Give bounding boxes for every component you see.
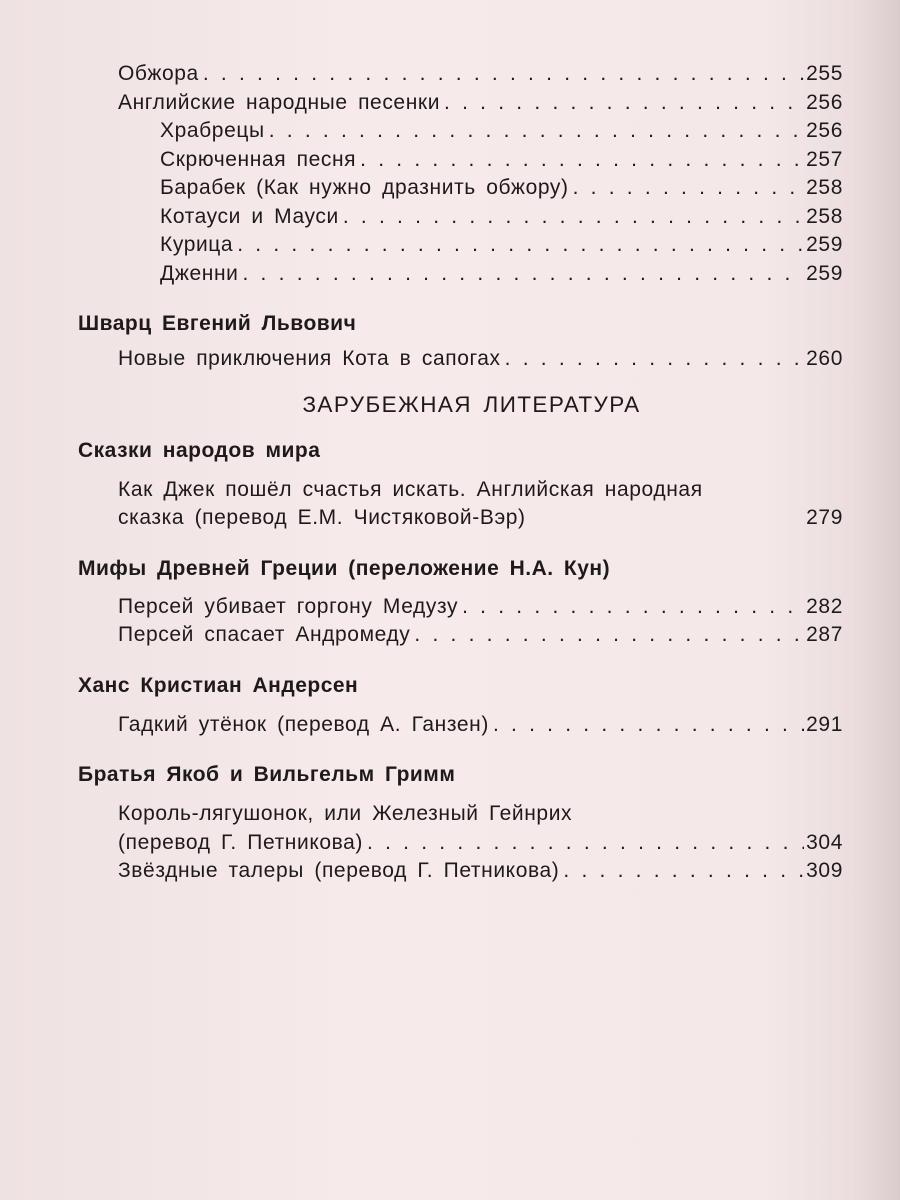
- author-heading: Сказки народов мира: [78, 438, 321, 462]
- toc-entry[interactable]: [78, 345, 843, 374]
- toc-entry-page: 259: [806, 233, 843, 256]
- toc-entry-title: Звёздные талеры (перевод Г. Петникова): [118, 859, 560, 882]
- dot-leader: [505, 345, 805, 374]
- dot-leader: [242, 260, 804, 289]
- toc-subentry[interactable]: [78, 231, 843, 260]
- toc-entry-page: 259: [806, 261, 843, 285]
- toc-entry-page: 287: [806, 623, 843, 646]
- toc-entry[interactable]: [78, 89, 843, 118]
- toc-entry[interactable]: [78, 621, 843, 650]
- toc-entry-title: Дженни: [160, 261, 239, 285]
- dot-leader: [462, 593, 804, 622]
- table-of-contents: [78, 60, 843, 886]
- toc-subentry[interactable]: [78, 146, 843, 175]
- toc-entry[interactable]: [78, 593, 843, 622]
- toc-entry-title: Котауси и Мауси: [160, 204, 339, 228]
- dot-leader: [360, 146, 804, 175]
- toc-entry-title: (перевод Г. Петникова): [118, 830, 364, 854]
- toc-entry-title: Обжора: [118, 62, 199, 85]
- dot-leader: [573, 174, 805, 203]
- dot-leader: [343, 203, 804, 232]
- dot-leader: [493, 711, 804, 740]
- toc-subentry[interactable]: [78, 203, 843, 232]
- toc-entry-page: 255: [806, 62, 843, 85]
- toc-entry-title: Барабек (Как нужно дразнить обжору): [160, 176, 569, 199]
- toc-entry-title: Английские народные песенки: [118, 90, 441, 114]
- author-heading: Ханс Кристиан Андерсен: [78, 673, 359, 697]
- toc-entry-title: Персей убивает горгону Медузу: [118, 594, 459, 618]
- toc-entry[interactable]: [78, 711, 843, 740]
- toc-entry-title: Храбрецы: [160, 119, 265, 142]
- toc-entry[interactable]: [78, 504, 843, 533]
- toc-entry-title-line1[interactable]: Как Джек пошёл счастья искать. Английская народная: [118, 477, 703, 501]
- author-heading: Братья Якоб и Вильгельм Гримм: [78, 763, 456, 786]
- toc-entry-page: 258: [806, 176, 843, 199]
- dot-leader: [203, 60, 804, 89]
- toc-entry-title: Курица: [160, 233, 234, 256]
- author-heading: Мифы Древней Греции (переложение Н.А. Кун): [78, 556, 611, 580]
- toc-entry-title: Персей спасает Андромеду: [118, 623, 411, 646]
- page-edge-shadow: [852, 0, 900, 1200]
- toc-entry-page: 282: [806, 594, 843, 618]
- toc-entry-page: 291: [806, 712, 843, 736]
- toc-subentry[interactable]: [78, 174, 843, 203]
- toc-subentry[interactable]: [78, 117, 843, 146]
- toc-entry[interactable]: [78, 829, 843, 858]
- section-title: ЗАРУБЕЖНАЯ ЛИТЕРАТУРА: [302, 391, 641, 417]
- toc-entry-title: Гадкий утёнок (перевод А. Ганзен): [118, 712, 489, 736]
- dot-leader: [444, 89, 804, 118]
- toc-entry-page: 256: [806, 90, 843, 114]
- toc-entry[interactable]: [78, 857, 843, 886]
- author-heading: Шварц Евгений Львович: [78, 312, 357, 335]
- toc-entry-page: 256: [806, 119, 843, 142]
- dot-leader: [367, 829, 804, 858]
- toc-entry-page: 260: [806, 347, 843, 370]
- toc-entry-page: 309: [806, 859, 843, 882]
- toc-entry-title-line1[interactable]: Король-лягушонок, или Железный Гейнрих: [118, 802, 573, 825]
- dot-leader: [563, 857, 804, 886]
- toc-entry-page: 258: [806, 204, 843, 228]
- dot-leader: [269, 117, 804, 146]
- toc-entry-title: Скрюченная песня: [160, 147, 357, 171]
- toc-entry[interactable]: [78, 60, 843, 89]
- dot-leader: [414, 621, 804, 650]
- toc-entry-page: 279: [806, 506, 843, 529]
- toc-entry-page: 257: [806, 147, 843, 171]
- dot-leader: [237, 231, 804, 260]
- toc-entry-title: Новые приключения Кота в сапогах: [118, 347, 501, 370]
- toc-entry-page: 304: [806, 830, 843, 854]
- toc-subentry[interactable]: [78, 260, 843, 289]
- toc-entry-title: сказка (перевод Е.М. Чистяковой-Вэр): [118, 506, 526, 529]
